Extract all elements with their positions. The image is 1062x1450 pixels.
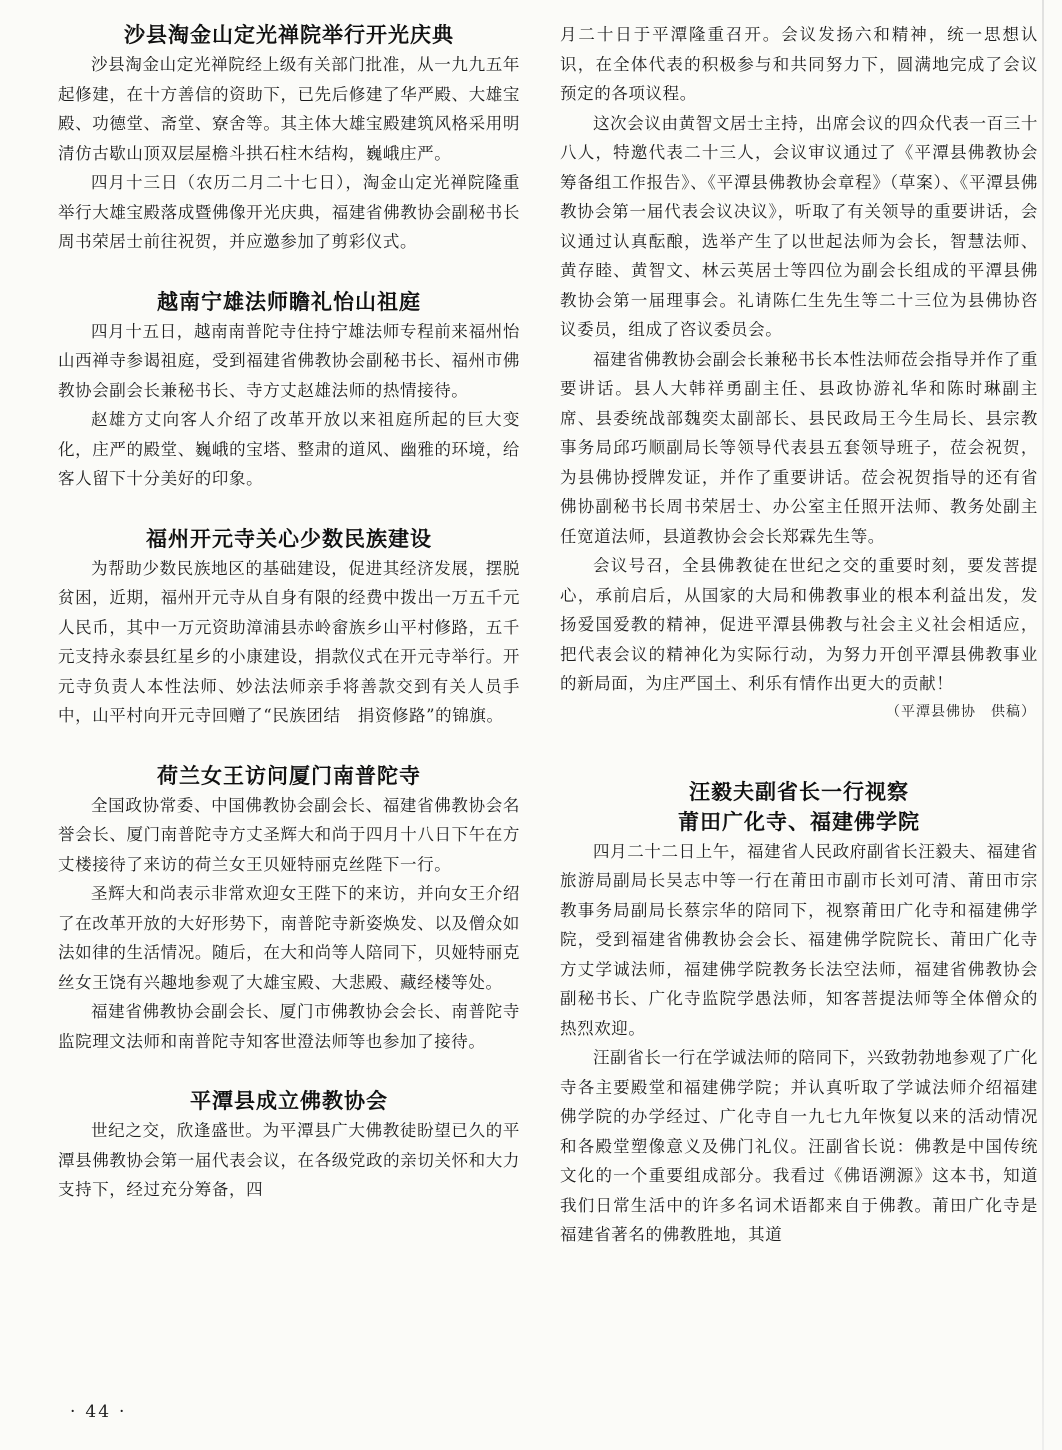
- left-column: [58, 20, 520, 1205]
- right-column: [560, 20, 1038, 1250]
- article-paragraph: 福建省佛教协会副会长、厦门市佛教协会会长、南普陀寺监院理文法师和南普陀寺知客世澄法师等也参加了接待。: [58, 1002, 520, 1051]
- article-credit: （平潭县佛协 供稿）: [886, 703, 1036, 720]
- page-number-dot: ·: [70, 1402, 78, 1422]
- article-paragraph: 月二十日于平潭隆重召开。会议发扬六和精神，统一思想认识，在全体代表的积极参与和共同努力下，圆满地完成了会议预定的各项议程。: [560, 25, 1038, 103]
- article-paragraph: 四月二十二日上午，福建省人民政府副省长汪毅夫、福建省旅游局副局长吴志中等一行在莆田市副市长刘可清、莆田市宗教事务局副局长蔡宗华的陪同下，视察莆田广化寺和福建佛学院，受到福建省佛教协会会长、福建佛学院院长、莆田广化寺方丈学诚法师，福建佛学院教务长法空法师，福建省佛教协会副秘书长、广化寺监院学愚法师，知客菩提法师等全体僧众的热烈欢迎。: [560, 841, 1038, 1038]
- article-paragraph: 世纪之交，欣逢盛世。为平潭县广大佛教徒盼望已久的平潭县佛教协会第一届代表会议，在各级党政的亲切关怀和大力支持下，经过充分筹备，四: [58, 1121, 520, 1199]
- scan-edge-shadow: [1042, 0, 1044, 1450]
- article-title-line1: 汪毅夫副省长一行视察: [689, 779, 909, 804]
- article-paragraph: 为帮助少数民族地区的基础建设，促进其经济发展，摆脱贫困，近期，福州开元寺从自身有限的经费中拨出一万五千元人民币，其中一万元资助漳浦县赤岭畲族乡山平村修路，五千元支持永泰县红星乡的小康建设，捐款仪式在开元寺举行。开元寺负责人本性法师、妙法法师亲手将善款交到有关人员手中，山平村向开元寺回赠了“民族团结 捐资修路”的锦旗。: [58, 558, 520, 725]
- article-dutch-queen: [58, 761, 520, 1057]
- article-kaiyuan-temple: [58, 524, 520, 731]
- article-paragraph: 四月十五日，越南南普陀寺住持宁雄法师专程前来福州怡山西禅寺参谒祖庭，受到福建省佛教协会副秘书长、福州市佛教协会副会长兼秘书长、寺方丈赵雄法师的热情接待。: [58, 321, 520, 400]
- article-vice-governor-visit: [560, 777, 1038, 1250]
- article-title: 荷兰女王访问厦门南普陀寺: [157, 763, 421, 788]
- article-paragraph: 全国政协常委、中国佛教协会副会长、福建省佛教协会名誉会长、厦门南普陀寺方丈圣辉大和尚于四月十八日下午在方丈楼接待了来访的荷兰女王贝娅特丽克丝陛下一行。: [58, 795, 520, 874]
- page-number-dot: ·: [119, 1402, 127, 1422]
- page-number: [62, 1402, 134, 1422]
- article-title: 沙县淘金山定光禅院举行开光庆典: [124, 23, 454, 47]
- article-paragraph: 赵雄方丈向客人介绍了改革开放以来祖庭所起的巨大变化，庄严的殿堂、巍峨的宝塔、整肃的道风、幽雅的环境，给客人留下十分美好的印象。: [58, 410, 520, 488]
- article-shaxian-temple: [58, 20, 520, 257]
- article-title-line2: 莆田广化寺、福建佛学院: [678, 809, 920, 834]
- page-number-value: 44: [85, 1402, 112, 1422]
- article-vietnam-monk: [58, 287, 520, 494]
- article-pingtan-association: [58, 1086, 520, 1205]
- article-pingtan-association-continued: [560, 20, 1038, 725]
- article-title: 越南宁雄法师瞻礼怡山祖庭: [157, 289, 421, 314]
- article-paragraph: 沙县淘金山定光禅院经上级有关部门批准，从一九九五年起修建，在十方善信的资助下，已先后修建了华严殿、大雄宝殿、功德堂、斋堂、寮舍等。其主体大雄宝殿建筑风格采用明清仿古歇山顶双层屋檐斗拱石柱木结构，巍峨庄严。: [58, 55, 520, 163]
- article-paragraph: 这次会议由黄智文居士主持，出席会议的四众代表一百三十八人，特邀代表二十三人，会议审议通过了《平潭县佛教协会筹备组工作报告》、《平潭县佛教协会章程》（草案）、《平潭县佛教协会第一届代表会议决议》，听取了有关领导的重要讲话，会议通过认真酝酿，选举产生了以世起法师为会长，智慧法师、黄存睦、黄智文、林云英居士等四位为副会长组成的平潭县佛教协会第一届理事会。礼请陈仁生先生等二十三位为县佛协咨议委员，组成了咨议委员会。: [560, 113, 1038, 339]
- article-paragraph: 汪副省长一行在学诚法师的陪同下，兴致勃勃地参观了广化寺各主要殿堂和福建佛学院；并认真听取了学诚法师介绍福建佛学院的办学经过、广化寺自一九七九年恢复以来的活动情况和各殿堂塑像意义及佛门礼仪。汪副省长说：佛教是中国传统文化的一个重要组成部分。我看过《佛语溯源》这本书，知道我们日常生活中的许多名词术语都来自于佛教。莆田广化寺是福建省著名的佛教胜地，其道: [560, 1048, 1038, 1244]
- article-title: 平潭县成立佛教协会: [190, 1089, 388, 1113]
- article-paragraph: 福建省佛教协会副会长兼秘书长本性法师莅会指导并作了重要讲话。县人大韩祥勇副主任、县政协游礼华和陈时琳副主席、县委统战部魏奕太副部长、县民政局王今生局长、县宗教事务局邱巧顺副局长等领导代表县五套领导班子，莅会祝贺，为县佛协授牌发证，并作了重要讲话。莅会祝贺指导的还有省佛协副秘书长周书荣居士、办公室主任照开法师、教务处副主任宽道法师，县道教协会会长郑霖先生等。: [560, 349, 1038, 546]
- column-divider: [541, 10, 542, 1340]
- article-paragraph: 四月十三日（农历二月二十七日），淘金山定光禅院隆重举行大雄宝殿落成暨佛像开光庆典，福建省佛教协会副秘书长周书荣居士前往祝贺，并应邀参加了剪彩仪式。: [58, 173, 520, 251]
- article-paragraph: 圣辉大和尚表示非常欢迎女王陛下的来访，并向女王介绍了在改革开放的大好形势下，南普陀寺新姿焕发、以及僧众如法如律的生活情况。随后，在大和尚等人陪同下，贝娅特丽克丝女王饶有兴趣地参观了大雄宝殿、大悲殿、藏经楼等处。: [58, 884, 520, 992]
- article-title: 福州开元寺关心少数民族建设: [146, 526, 432, 551]
- article-paragraph: 会议号召，全县佛教徒在世纪之交的重要时刻，要发菩提心，承前启后，从国家的大局和佛教事业的根本利益出发，发扬爱国爱教的精神，促进平潭县佛教与社会主义社会相适应，把代表会议的精神化为实际行动，为努力开创平潭县佛教事业的新局面，为庄严国土、利乐有情作出更大的贡献！: [560, 556, 1038, 693]
